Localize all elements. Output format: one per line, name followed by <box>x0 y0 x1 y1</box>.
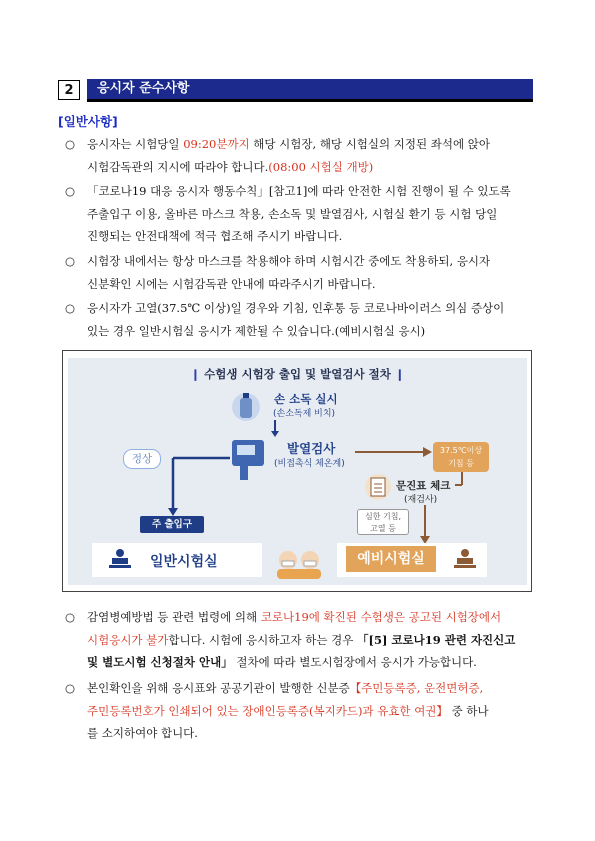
p2-line-3: 진행되는 안전대책에 적극 협조해 주시기 바랍니다. <box>87 229 343 243</box>
fever-arrow-head <box>423 447 432 457</box>
bullet-mark: ○ <box>65 610 76 624</box>
p6-text-e: 를 소지하여야 합니다. <box>87 726 198 740</box>
fever-line-2: 기침 등 <box>448 459 474 468</box>
p2-line-2: 주출입구 이용, 올바른 마스크 착용, 손소독 및 발열검사, 시험실 환기 등 시험 당일 <box>87 206 498 221</box>
hand-sanitize-label: 손 소독 실시 <box>274 392 338 406</box>
arrow-head-1 <box>271 431 279 437</box>
severe-line-1: 심한 기침, <box>365 512 401 521</box>
p4-line-1: 응시자가 고열(37.5℃ 이상)일 경우와 기침, 인후통 등 코로나바이러스 의심 증상이 <box>87 301 505 315</box>
title-bar-left: ❙ <box>190 367 201 381</box>
bullet-mark: ○ <box>65 184 76 198</box>
p1-time: 09:20분까지 <box>183 137 250 151</box>
bullet-mark: ○ <box>65 137 76 151</box>
normal-arrow-head <box>168 508 178 516</box>
bullet-mark: ○ <box>65 254 76 268</box>
bullet-mark: ○ <box>65 301 76 315</box>
general-room-label: 일반시험실 <box>150 554 218 570</box>
temperature-check-label: 발열검사 <box>287 441 336 456</box>
p1-opening-time: (08:00 시험실 개방) <box>268 159 374 174</box>
severe-symptoms-note <box>357 509 409 535</box>
p2-line-1: 「코로나19 대응 응시자 행동수칙」[참고1]에 따라 안전한 시험 진행이 될 수 있도록 <box>87 184 511 198</box>
p1-text-c: 해당 시험장, 해당 시험실의 지정된 좌석에 앉아 <box>249 137 490 151</box>
p5-text-d: 합니다. 시험에 응시하고자 하는 경우 <box>168 632 357 647</box>
hand-sanitizer-icon <box>232 393 260 421</box>
temperature-check-sub: (비접촉식 체온계) <box>274 459 345 469</box>
p6-text-a: 본인확인을 위해 응시표와 공공기관이 발행한 신분증 <box>87 681 350 695</box>
p3-line-2: 신분확인 시에는 시험감독관 안내에 따라주시기 바랍니다. <box>87 276 376 291</box>
diagram-title-text: 수험생 시험장 출입 및 발열검사 절차 <box>204 367 391 381</box>
paragraph-5 <box>60 606 538 674</box>
p6-text-d: 중 하나 <box>447 703 489 718</box>
thermometer-icon <box>232 440 264 480</box>
p5-notice-title-2: 및 별도시험 신청절차 안내」 <box>87 655 233 669</box>
bullet-mark: ○ <box>65 681 76 695</box>
fever-badge <box>433 442 489 472</box>
title-bar-right: ❙ <box>394 367 405 381</box>
fever-line-1: 37.5℃이상 <box>439 446 483 455</box>
subheading: [일반사항] <box>58 114 118 129</box>
survey-check-sub: (재검사) <box>404 495 438 505</box>
hand-sanitize-sub: (손소독제 비치) <box>273 409 336 419</box>
p6-id-list-1: 【주민등록증, 운전면허증, <box>349 681 484 695</box>
p3-line-1: 시험장 내에서는 항상 마스크를 착용해야 하며 시험시간 중에도 착용하되, 응시자 <box>87 254 491 268</box>
section-number: 2 <box>58 80 80 100</box>
p1-text-a: 응시자는 시험당일 <box>87 137 184 151</box>
p4-line-2: 있는 경우 일반시험실 응시가 제한될 수 있습니다.(예비시험실 응시) <box>87 323 426 338</box>
masked-people-icon <box>277 551 321 579</box>
clipboard-icon <box>365 474 391 500</box>
survey-check-label: 문진표 체크 <box>396 480 451 492</box>
p5-text-g: 절차에 따라 별도시험장에서 응시가 가능합니다. <box>232 655 477 669</box>
p5-confirmed-text: 코로나19에 확진된 수험생은 공고된 시험장에서 <box>260 610 502 624</box>
p5-not-allowed: 시험응시가 불가 <box>87 632 169 647</box>
section-title: 응시자 준수사항 <box>87 79 533 102</box>
paragraph-6 <box>60 677 538 745</box>
spare-room-label: 예비시험실 <box>346 546 436 572</box>
p1-text-d: 시험감독관의 지시에 따라야 합니다. <box>87 159 269 174</box>
p6-id-list-2: 주민등록번호가 인쇄되어 있는 장애인등록증(복지카드)과 유효한 여권】 <box>87 703 448 718</box>
severe-line-2: 고열 등 <box>370 524 396 533</box>
spare-arrow-head <box>420 536 430 544</box>
main-entrance-label: 주 출입구 <box>140 516 204 533</box>
p5-text-a: 감염병예방법 등 관련 법령에 의해 <box>87 610 261 624</box>
p5-notice-title-1: 「[5] 코로나19 관련 자진신고 <box>357 632 516 647</box>
normal-badge: 정상 <box>123 449 161 469</box>
